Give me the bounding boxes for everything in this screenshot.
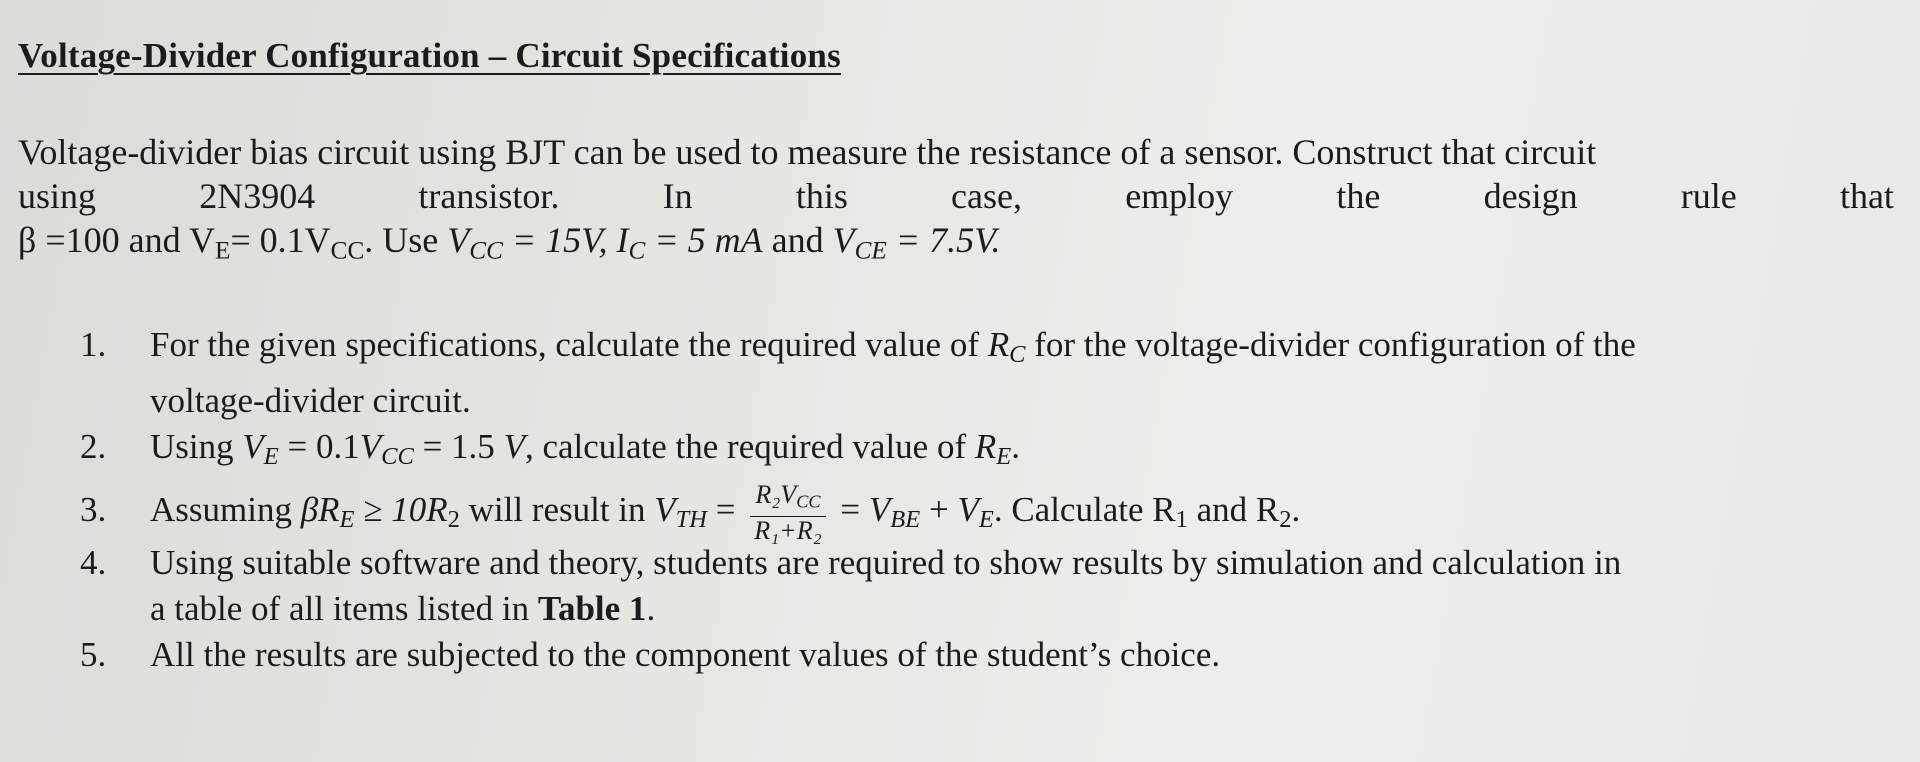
intro-word: 2N3904 [199, 176, 316, 216]
list-item [80, 322, 1900, 424]
numerator-subscript: CC [796, 491, 821, 512]
table-reference: Table 1 [537, 589, 647, 629]
ve-equation: = 0.1V [230, 220, 331, 260]
item-text: and R [1187, 490, 1280, 530]
item-text: . Calculate R [993, 490, 1176, 530]
task-list [80, 322, 1900, 678]
item-text: , calculate the required value of [524, 427, 975, 467]
use-text: . Use [364, 220, 448, 260]
item-number: 4. [80, 543, 107, 583]
item-text: Using [150, 427, 243, 467]
vth-symbol: V [654, 490, 676, 530]
vce-value: = 7.5V. [886, 220, 1001, 260]
r2-subscript: 2 [1279, 506, 1292, 534]
intro-line-3 [18, 218, 1898, 273]
intro-line-1: Voltage-divider bias circuit using BJT can be used to measure the resistance of a sensor. Construct that circuit [18, 132, 1597, 172]
item-text-line: All the results are subjected to the component values of the student’s choice. [150, 635, 1221, 675]
list-item [80, 424, 1900, 480]
item-number: 3. [80, 490, 107, 530]
item-text-line [150, 424, 1900, 480]
item-text: . [1011, 427, 1020, 467]
vcc-symbol-subscript: CC [469, 237, 503, 265]
intro-line-2 [18, 174, 1894, 218]
item-text: . [1291, 490, 1301, 530]
item-number: 2. [80, 427, 107, 467]
equals-sign: = [831, 490, 869, 530]
equals-sign: = [707, 490, 745, 530]
condition-rhs: ≥ 10R [354, 490, 448, 530]
intro-word: this [795, 176, 848, 216]
item-text: Assuming [150, 490, 301, 530]
condition-subscript: E [339, 506, 355, 534]
plus-sign: + [920, 490, 958, 530]
list-item [80, 632, 1900, 678]
item-text: . [646, 589, 656, 629]
vce-subscript: CE [854, 237, 887, 265]
item-text-line: voltage-divider circuit. [150, 381, 471, 421]
vbe-subscript: BE [890, 506, 921, 534]
fraction-numerator [750, 481, 825, 517]
intro-paragraph [18, 130, 1898, 273]
intro-word: that [1839, 176, 1894, 216]
item-text: for the voltage-divider configuration of the [1025, 325, 1636, 364]
condition-subscript-2: 2 [447, 506, 460, 534]
item-text: = 1.5 [413, 427, 504, 467]
item-text: = 0.1 [278, 427, 360, 467]
rc-subscript: C [1009, 341, 1026, 369]
intro-word: using [18, 176, 97, 216]
list-item [80, 540, 1900, 632]
item-text-line: Using suitable software and theory, students are required to show results by simulation and calculation in [150, 543, 1622, 583]
intro-word: In [662, 176, 693, 216]
intro-word: rule [1680, 176, 1737, 216]
vcc-subscript: CC [381, 443, 414, 471]
and-text: and [762, 220, 833, 260]
vcc-symbol: V [359, 427, 382, 467]
r1-subscript: 1 [1175, 506, 1188, 534]
intro-word: design [1483, 176, 1578, 216]
re-symbol: R [974, 427, 997, 467]
page-title: Voltage-Divider Configuration – Circuit Specifications [18, 36, 841, 75]
volt-unit: V [503, 427, 525, 467]
item-number: 5. [80, 635, 107, 675]
vce-symbol: V [832, 220, 855, 260]
ic-value: = 5 mA [645, 220, 763, 260]
item-text-line [150, 586, 1900, 632]
vth-subscript: TH [675, 506, 707, 534]
rc-symbol: R [987, 325, 1010, 364]
item-text: a table of all items listed in [150, 589, 538, 629]
fraction-denominator: R₁+R₂ [754, 515, 822, 545]
ic-symbol: I [616, 220, 629, 260]
list-item [80, 480, 1900, 545]
vbe-symbol: V [868, 490, 891, 530]
ve-subscript: E [978, 506, 994, 534]
vcc-subscript: CC [330, 237, 365, 265]
intro-word: the [1336, 176, 1381, 216]
intro-word: case, [951, 176, 1022, 216]
intro-word: employ [1125, 176, 1234, 216]
item-text: will result in [459, 490, 655, 530]
item-text: For the given specifications, calculate the required value of [150, 325, 988, 364]
intro-word: transistor. [418, 176, 560, 216]
ve-subscript: E [214, 237, 231, 265]
ve-subscript: E [263, 443, 279, 471]
divider-fraction [750, 481, 825, 545]
vcc-symbol: V [447, 220, 470, 260]
condition-symbol: βR [300, 490, 340, 530]
ic-subscript: C [628, 237, 646, 265]
item-text-line [150, 322, 1900, 378]
vcc-value: = 15V, [502, 220, 617, 260]
ve-symbol: V [242, 427, 264, 467]
item-number: 1. [80, 325, 107, 364]
numerator-text: R₂V [755, 480, 797, 510]
ve-symbol: V [957, 490, 979, 530]
re-subscript: E [996, 443, 1012, 471]
beta-text: β =100 and V [18, 220, 215, 260]
